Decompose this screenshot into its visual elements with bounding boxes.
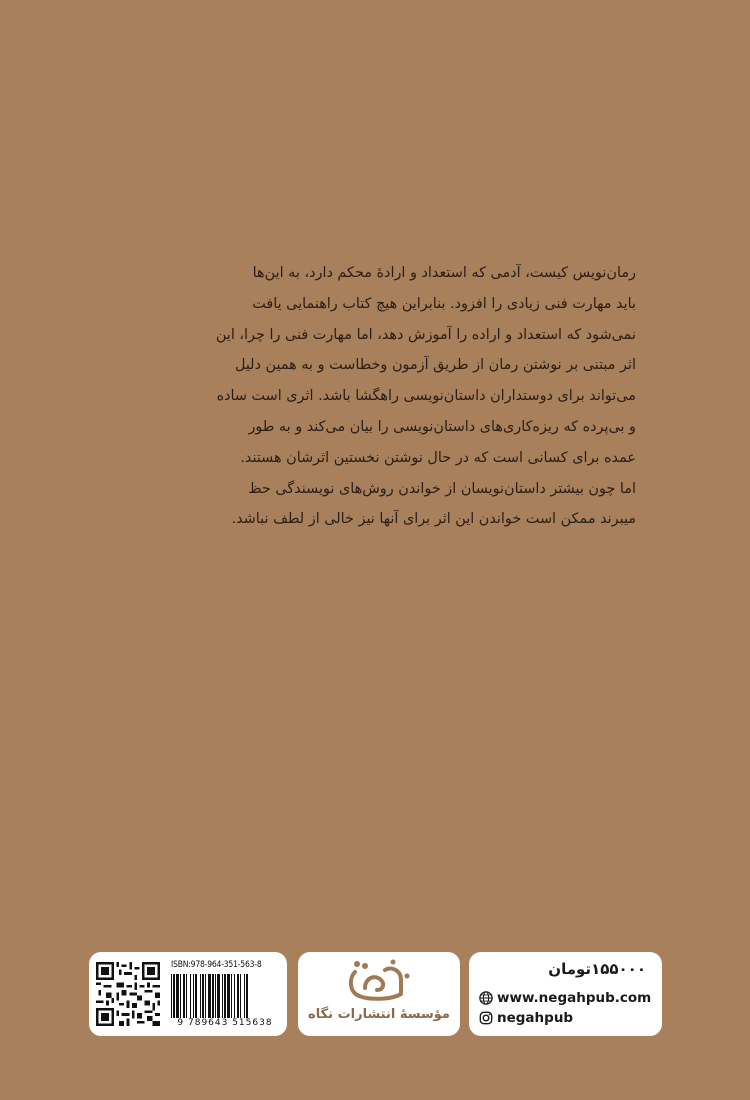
globe-icon — [479, 991, 493, 1005]
barcode-icon — [169, 974, 281, 1018]
publisher-card — [298, 952, 460, 1036]
website-link[interactable]: www.negahpub.com — [497, 990, 652, 1006]
isbn-card — [89, 952, 287, 1036]
instagram-handle[interactable]: negahpub — [497, 1010, 574, 1026]
blurb-line: اثر مبتنی بر نوشتن رمان از طریق آزمون وخطاست و به همین دلیل — [234, 357, 636, 374]
blurb-line: و بی‌پرده که ریزه‌کاری‌های داستان‌نویسی را بیان می‌کند و به طور — [248, 418, 636, 435]
blurb-line: نمی‌شود که استعداد و اراده را آموزش دهد، اما مهارت فنی را چرا، این — [215, 326, 636, 343]
isbn-label: ISBN:978-964-351-563-8 — [171, 960, 262, 970]
barcode-number: 9 789643 515638 — [177, 1018, 273, 1028]
blurb-line: باید مهارت فنی زیادی را افزود. بنابراین هیچ کتاب راهنمایی یافت — [252, 295, 636, 312]
price-label: ۱۵۵۰۰۰تومان — [548, 960, 646, 978]
blurb-line: رمان‌نویس کیست، آدمی که استعداد و ارادهٔ محکم دارد، به این‌ها — [252, 265, 636, 281]
publisher-name: مؤسسهٔ انتشارات نگاه — [308, 1007, 450, 1022]
publisher-logo-icon — [345, 958, 413, 1004]
qr-code-icon — [96, 962, 160, 1026]
blurb-line: می‌تواند برای دوستداران داستان‌نویسی راهگشا باشد. اثری است ساده — [216, 388, 636, 405]
blurb-line: عمده برای کسانی است که در حال نوشتن نخستین اثرشان هستند. — [240, 449, 636, 466]
instagram-icon — [479, 1011, 493, 1025]
instagram-row[interactable] — [479, 1010, 573, 1026]
back-cover-blurb — [118, 258, 636, 535]
blurb-line: میبرند ممکن است خواندن این اثر برای آنها نیز خالی از لطف نباشد. — [231, 511, 636, 528]
blurb-line: اما چون بیشتر داستان‌نویسان از خواندن روش‌های نویسندگی حظ — [248, 480, 636, 497]
info-card — [469, 952, 662, 1036]
website-row[interactable] — [479, 990, 651, 1006]
